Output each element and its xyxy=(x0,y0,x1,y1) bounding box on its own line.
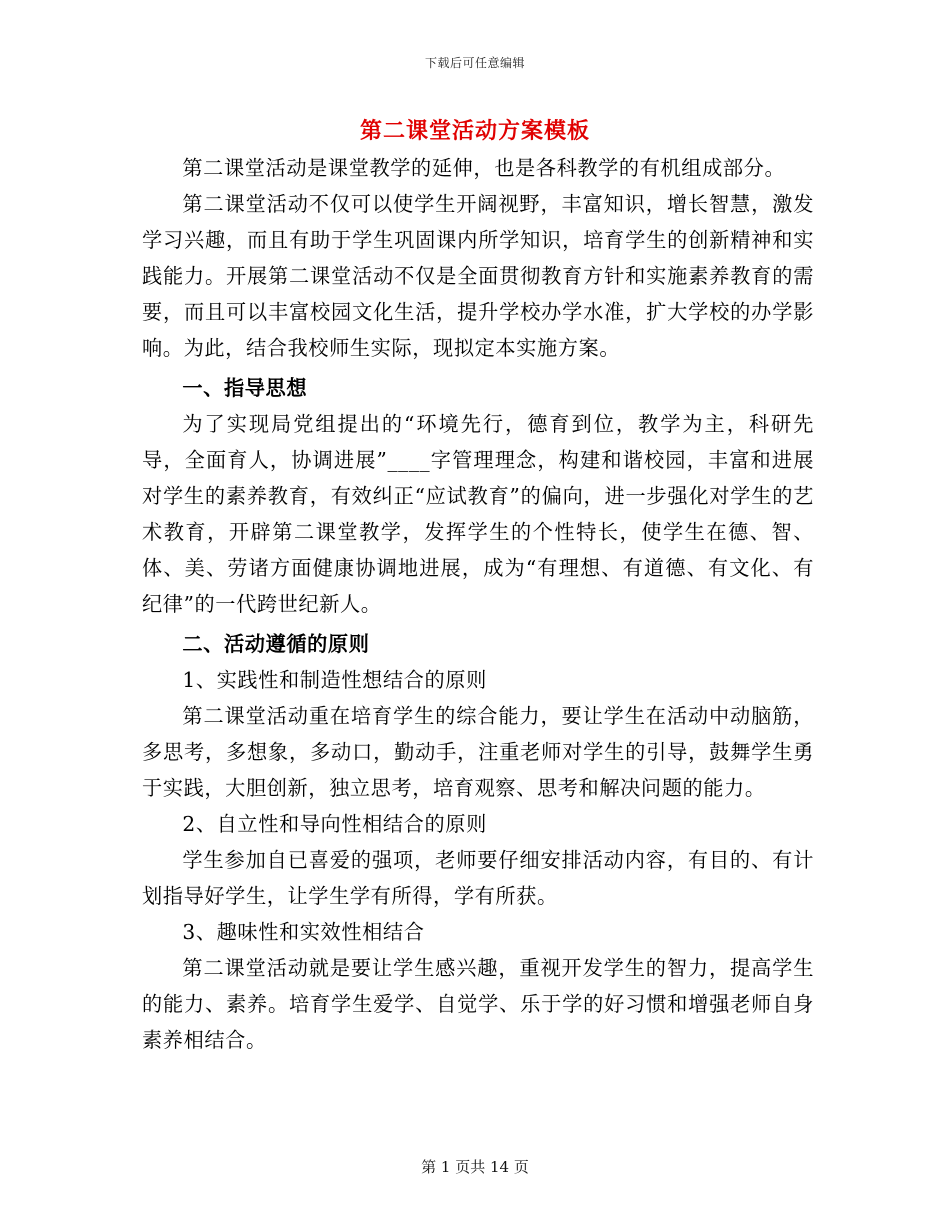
subheading: 2、自立性和导向性相结合的原则 xyxy=(182,812,487,836)
body-paragraph: 学生参加自已喜爱的强项，老师要仔细安排活动内容，有目的、有计划指导好学生，让学生学有所得，学有所获。 xyxy=(142,848,814,908)
document-body xyxy=(142,150,814,1058)
section-heading-principles: 二、活动遵循的原则 xyxy=(182,632,370,656)
page-footer: 第 1 页共 14 页 xyxy=(421,1158,529,1176)
intro-paragraph: 第二课堂活动是课堂教学的延伸，也是各科教学的有机组成部分。 xyxy=(182,156,786,180)
document-title: 第二课堂活动方案模板 xyxy=(359,118,590,144)
subheading: 1、实践性和制造性想结合的原则 xyxy=(182,668,487,692)
body-paragraph: 第二课堂活动重在培育学生的综合能力，要让学生在活动中动脑筋，多思考，多想象，多动口，勤动手，注重老师对学生的引导，鼓舞学生勇于实践，大胆创新，独立思考，培育观察、思考和解决问题的能力。 xyxy=(142,704,814,800)
page-header: 下载后可任意编辑 xyxy=(424,56,525,70)
body-paragraph: 第二课堂活动就是要让学生感兴趣，重视开发学生的智力，提高学生的能力、素养。培育学生爱学、自觉学、乐于学的好习惯和增强老师自身素养相结合。 xyxy=(142,956,814,1052)
body-paragraph: 为了实现局党组提出的“环境先行，德育到位，教学为主，科研先导，全面育人，协调进展”____字管理理念，构建和谐校园，丰富和进展对学生的素养教育，有效纠正“应试教育”的偏向，进一步强化对学生的艺术教育，开辟第二课堂教学，发挥学生的个性特长，使学生在德、智、体、美、劳诸方面健康协调地进展，成为“有理想、有道德、有文化、有纪律”的一代跨世纪新人。 xyxy=(142,412,814,616)
body-paragraph: 第二课堂活动不仅可以使学生开阔视野，丰富知识，增长智慧，激发学习兴趣，而且有助于学生巩固课内所学知识，培育学生的创新精神和实践能力。开展第二课堂活动不仅是全面贯彻教育方针和实施素养教育的需要，而且可以丰富校园文化生活，提升学校办学水准，扩大学校的办学影响。为此，结合我校师生实际，现拟定本实施方案。 xyxy=(142,192,814,360)
subheading: 3、趣味性和实效性相结合 xyxy=(182,920,425,944)
section-heading-guiding-thought: 一、指导思想 xyxy=(182,376,308,400)
